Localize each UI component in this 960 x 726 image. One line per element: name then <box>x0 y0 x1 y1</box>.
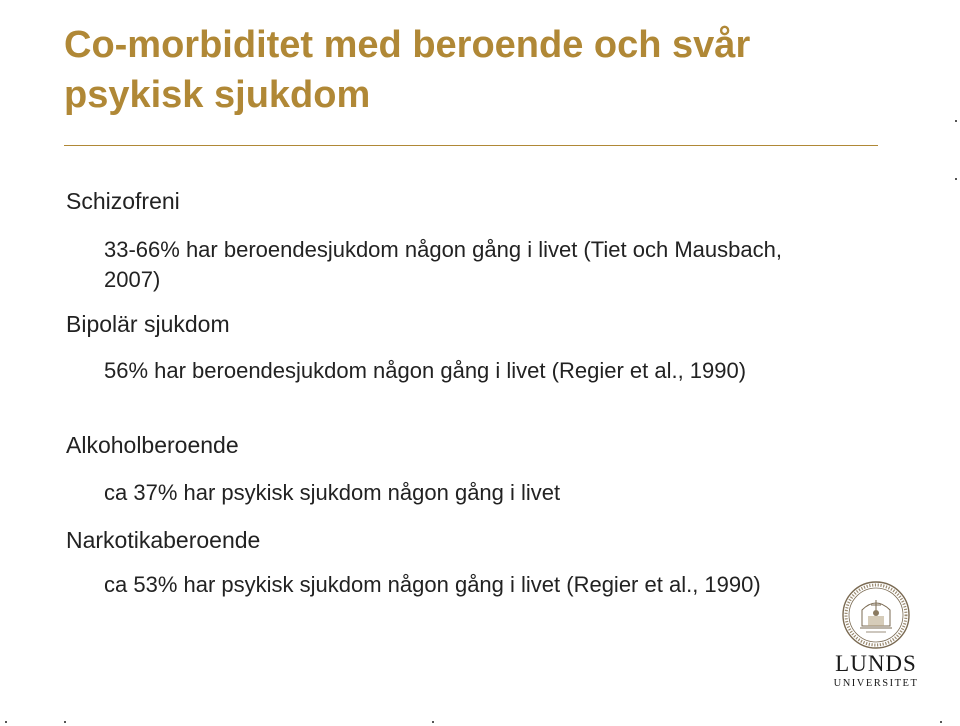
corner-mark <box>5 721 7 723</box>
logo-wordmark-lunds: LUNDS <box>835 651 917 676</box>
corner-mark <box>940 721 942 723</box>
corner-mark <box>432 721 434 723</box>
university-seal-icon <box>838 580 914 650</box>
corner-mark <box>64 721 66 723</box>
section-heading-bipolar: Bipolär sjukdom <box>66 311 230 337</box>
title-divider <box>64 145 878 146</box>
section-detail-alkohol: ca 37% har psykisk sjukdom någon gång i livet <box>104 480 561 505</box>
section-heading-narkotika: Narkotikaberoende <box>66 527 261 553</box>
section-heading-alkohol: Alkoholberoende <box>66 432 239 458</box>
corner-mark <box>955 178 957 180</box>
section-detail-bipolar: 56% har beroendesjukdom någon gång i livet (Regier et al., 1990) <box>104 358 747 383</box>
logo-wordmark-universitet: UNIVERSITET <box>833 678 919 689</box>
lund-university-logo <box>828 580 924 700</box>
corner-mark <box>955 120 957 122</box>
section-detail-narkotika: ca 53% har psykisk sjukdom någon gång i livet (Regier et al., 1990) <box>104 572 761 597</box>
section-heading-schizofreni: Schizofreni <box>66 188 180 214</box>
section-detail-schizofreni: 33-66% har beroendesjukdom någon gång i livet (Tiet och Mausbach, 2007) <box>104 237 782 292</box>
slide-title: Co-morbiditet med beroende och svår psykisk sjukdom <box>64 24 751 116</box>
